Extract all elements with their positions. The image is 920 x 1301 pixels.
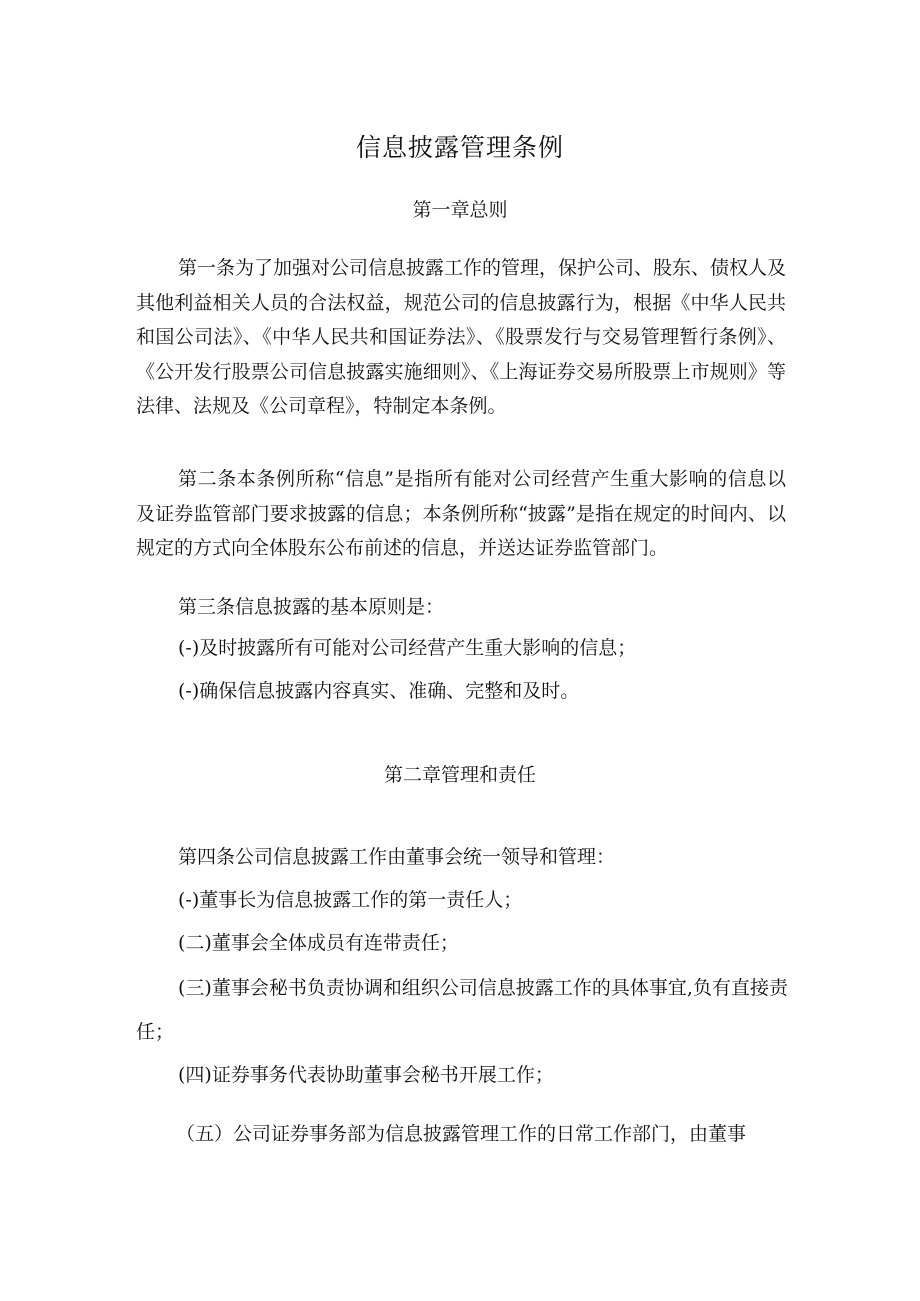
article-3: 第三条信息披露的基本原则是： [178, 596, 445, 618]
article-1: 第一条为了加强对公司信息披露工作的管理，保护公司、股东、债权人及其他利益相关人员的合法权益，规范公司的信息披露行为，根据《中华人民共和国公司法》、《中华人民共和国证券法》、《股票发行与交易管理暂行条例》、《公开发行股票公司信息披露实施细则》、《上海证券交易所股票上市规则》等法律、法规及《公司章程》，特制定本条例。 [136, 257, 787, 417]
chapter-2-heading: 第二章管理和责任 [383, 764, 536, 786]
article-2: 第二条本条例所称“信息”是指所有能对公司经营产生重大影响的信息以及证券监管部门要求披露的信息；本条例所称“披露”是指在规定的时间内、以规定的方式向全体股东公布前述的信息，并送达证券监管部门。 [136, 468, 786, 559]
article-4-item-4: (四)证券事务代表协助董事会秘书开展工作； [178, 1064, 554, 1086]
article-4-item-3: (三)董事会秘书负责协调和组织公司信息披露工作的具体事宜,负有直接责任； [136, 977, 788, 1043]
article-4: 第四条公司信息披露工作由董事会统一领导和管理： [178, 846, 616, 868]
article-4-item-1: (-)董事长为信息披露工作的第一责任人； [178, 889, 523, 911]
document-title: 信息披露管理条例 [355, 133, 564, 162]
article-3-item-1: (-)及时披露所有可能对公司经营产生重大影响的信息； [178, 637, 637, 659]
article-4-item-2: (二)董事会全体成员有连带责任； [178, 932, 459, 954]
article-4-item-5: （五）公司证券事务部为信息披露管理工作的日常工作部门，由董事 [176, 1123, 747, 1145]
chapter-1-heading: 第一章总则 [412, 199, 508, 221]
article-3-item-2: (-)确保信息披露内容真实、准确、完整和及时。 [178, 680, 580, 702]
